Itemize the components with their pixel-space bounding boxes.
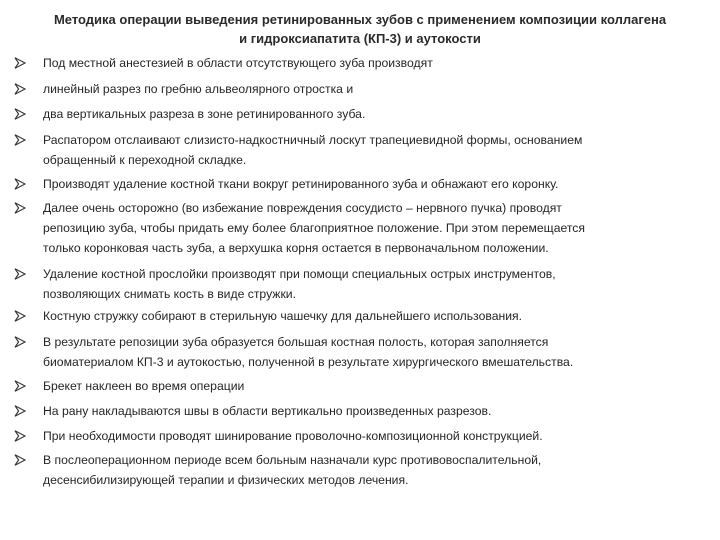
arrowhead-bullet-icon [14, 174, 30, 194]
list-item-text: Производят удаление костной ткани вокруг ретинированного зуба и обнажают его коронку. [43, 177, 559, 191]
arrowhead-bullet-icon [14, 332, 30, 352]
list-item-text: Далее очень осторожно (во избежание повреждения сосудисто – нервного пучка) проводят репозицию зуба, чтобы придать ему более благоприятное положение. При этом перемещается только коронковая часть зуба, а верхушка корня остается в первоначальном положении. [43, 201, 585, 255]
list-item [14, 53, 704, 73]
list-item [14, 332, 704, 372]
list-item [14, 401, 704, 421]
list-item [14, 130, 704, 170]
arrowhead-bullet-icon [14, 264, 30, 284]
list-item-text: Под местной анестезией в области отсутствующего зуба производят [43, 56, 433, 70]
arrowhead-bullet-icon [14, 450, 30, 470]
list-item [14, 174, 704, 194]
list-item-text: линейный разрез по гребню альвеолярного отростка и [43, 82, 354, 96]
list-item [14, 306, 704, 326]
list-item-text: Брекет наклеен во время операции [43, 379, 245, 393]
arrowhead-bullet-icon [14, 79, 30, 99]
arrowhead-bullet-icon [14, 198, 30, 218]
list-item-text: В результате репозиции зуба образуется большая костная полость, которая заполняется биоматериалом КП-3 и аутокостью, полученной в результате хирургического вмешательства. [43, 335, 574, 369]
list-item [14, 376, 704, 396]
arrowhead-bullet-icon [14, 104, 30, 124]
list-item [14, 426, 704, 446]
list-item-text: При необходимости проводят шинирование проволочно-композиционной конструкцией. [43, 429, 543, 443]
list-item [14, 79, 704, 99]
list-item-text: На рану накладываются швы в области вертикально произведенных разрезов. [43, 404, 492, 418]
list-item-text: два вертикальных разреза в зоне ретинированного зуба. [43, 107, 366, 121]
arrowhead-bullet-icon [14, 426, 30, 446]
list-item [14, 264, 704, 304]
list-item [14, 104, 704, 124]
arrowhead-bullet-icon [14, 376, 30, 396]
list-item-text: В послеоперационном периоде всем больным назначали курс противовоспалительной, десенсибилизирующей терапии и физических методов лечения. [43, 453, 542, 487]
arrowhead-bullet-icon [14, 306, 30, 326]
list-item [14, 450, 704, 490]
list-item-text: Удаление костной прослойки производят при помощи специальных острых инструментов, позволяющих снимать кость в виде стружки. [43, 267, 556, 301]
slide-title: Методика операции выведения ретинированных зубов с применением композиции коллагена и гидроксиапатита (КП-3) и аутокости [53, 12, 667, 46]
list-item-text: Костную стружку собирают в стерильную чашечку для дальнейшего использования. [43, 309, 523, 323]
list-item-text: Распатором отслаивают слизисто-надкостничный лоскут трапециевидной формы, основанием обращенный к переходной складке. [43, 133, 583, 167]
arrowhead-bullet-icon [14, 130, 30, 150]
arrowhead-bullet-icon [14, 53, 30, 73]
arrowhead-bullet-icon [14, 401, 30, 421]
list-item [14, 198, 704, 258]
